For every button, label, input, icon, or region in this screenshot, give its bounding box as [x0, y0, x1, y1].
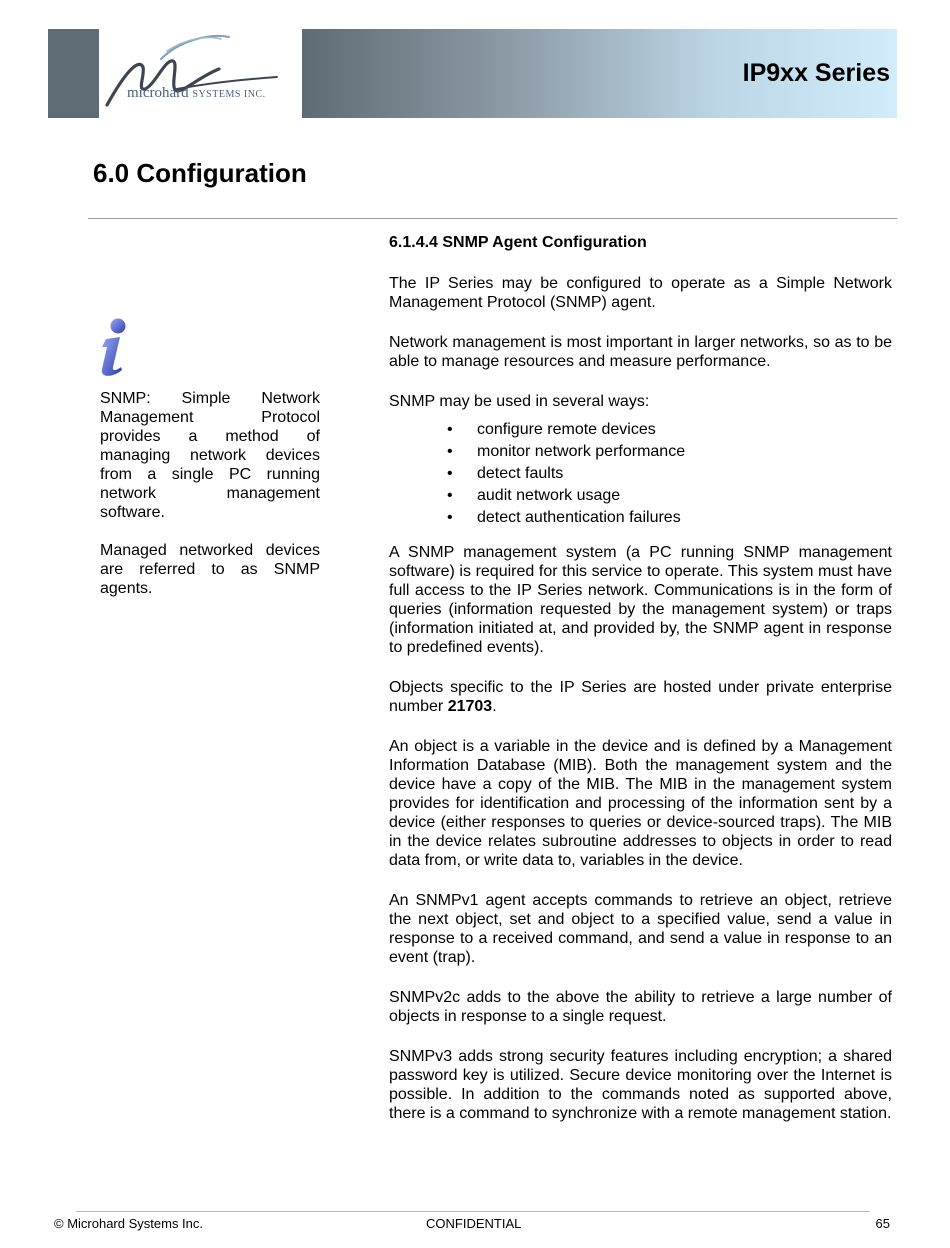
logo-name: microhard — [127, 85, 189, 101]
paragraph-snmpv1: An SNMPv1 agent accepts commands to retrieve an object, retrieve the next object, set and object to a specified value, send a value in response to a received command, and send a value in response to an event (trap). — [389, 892, 892, 966]
footer-divider — [76, 1211, 870, 1212]
paragraph-snmpv2c: SNMPv2c adds to the above the ability to retrieve a large number of objects in response to a single request. — [389, 989, 892, 1025]
sidebar-note — [100, 389, 320, 617]
paragraph-intro: The IP Series may be configured to operate as a Simple Network Management Protocol (SNMP) agent. — [389, 275, 892, 311]
enterprise-number: 21703 — [447, 698, 493, 715]
enterprise-period: . — [492, 698, 497, 715]
paragraph-mib: An object is a variable in the device and is defined by a Management Information Database (MIB). Both the management system and the device have a copy of the MIB. The MIB in the management system provides for identification and processing of the information sent by a device (either responses to queries or device-sourced traps). The MIB in the device relates subroutine addresses to objects in order to read data from, or write data to, variables in the device. — [389, 738, 892, 869]
section-title: 6.0 Configuration — [93, 158, 307, 188]
header-banner — [302, 29, 897, 118]
list-item: • audit network usage — [389, 485, 892, 507]
enterprise-text: Objects specific to the IP Series are hosted under private enterprise number — [389, 679, 892, 715]
list-item: • configure remote devices — [389, 419, 892, 441]
uses-list — [389, 419, 892, 529]
paragraph-ways: SNMP may be used in several ways: — [389, 393, 650, 410]
series-title: IP9xx Series — [742, 59, 890, 87]
main-content — [389, 233, 892, 1144]
paragraph-enterprise-number — [389, 678, 892, 716]
sidebar-paragraph-2: Managed networked devices are referred to as SNMP agents. — [100, 542, 320, 597]
header-block — [48, 29, 99, 118]
list-item: • monitor network performance — [389, 441, 892, 463]
page-number: 65 — [875, 1216, 890, 1231]
paragraph-snmpv3: SNMPv3 adds strong security features including encryption; a shared password key is utilized. Secure device monitoring over the Internet is possible. In addition to the commands noted as supported above, there is a command to synchronize with a remote management station. — [389, 1048, 892, 1122]
logo-wordmark — [127, 85, 266, 102]
footer-confidential: CONFIDENTIAL — [426, 1216, 522, 1231]
list-item: • detect authentication failures — [389, 507, 892, 529]
page-header — [48, 29, 897, 118]
subsection-heading: 6.1.4.4 SNMP Agent Configuration — [389, 234, 647, 251]
list-item: • detect faults — [389, 463, 892, 485]
logo-suffix: SYSTEMS INC. — [192, 89, 266, 100]
paragraph-management-system: A SNMP management system (a PC running SNMP management software) is required for this service to operate. This system must have full access to the IP Series network. Communications is in the form of queries (information requested by the management system) or traps (information initiated at, and provided by, the SNMP agent in response to predefined events). — [389, 544, 892, 656]
info-icon — [94, 317, 128, 379]
sidebar-paragraph-1: SNMP: Simple Network Management Protocol provides a method of managing network devices from a single PC running network management software. — [100, 390, 320, 521]
paragraph-network-management: Network management is most important in larger networks, so as to be able to manage resources and measure performance. — [389, 334, 892, 370]
footer-copyright: © Microhard Systems Inc. — [54, 1216, 204, 1231]
section-divider — [88, 218, 897, 219]
